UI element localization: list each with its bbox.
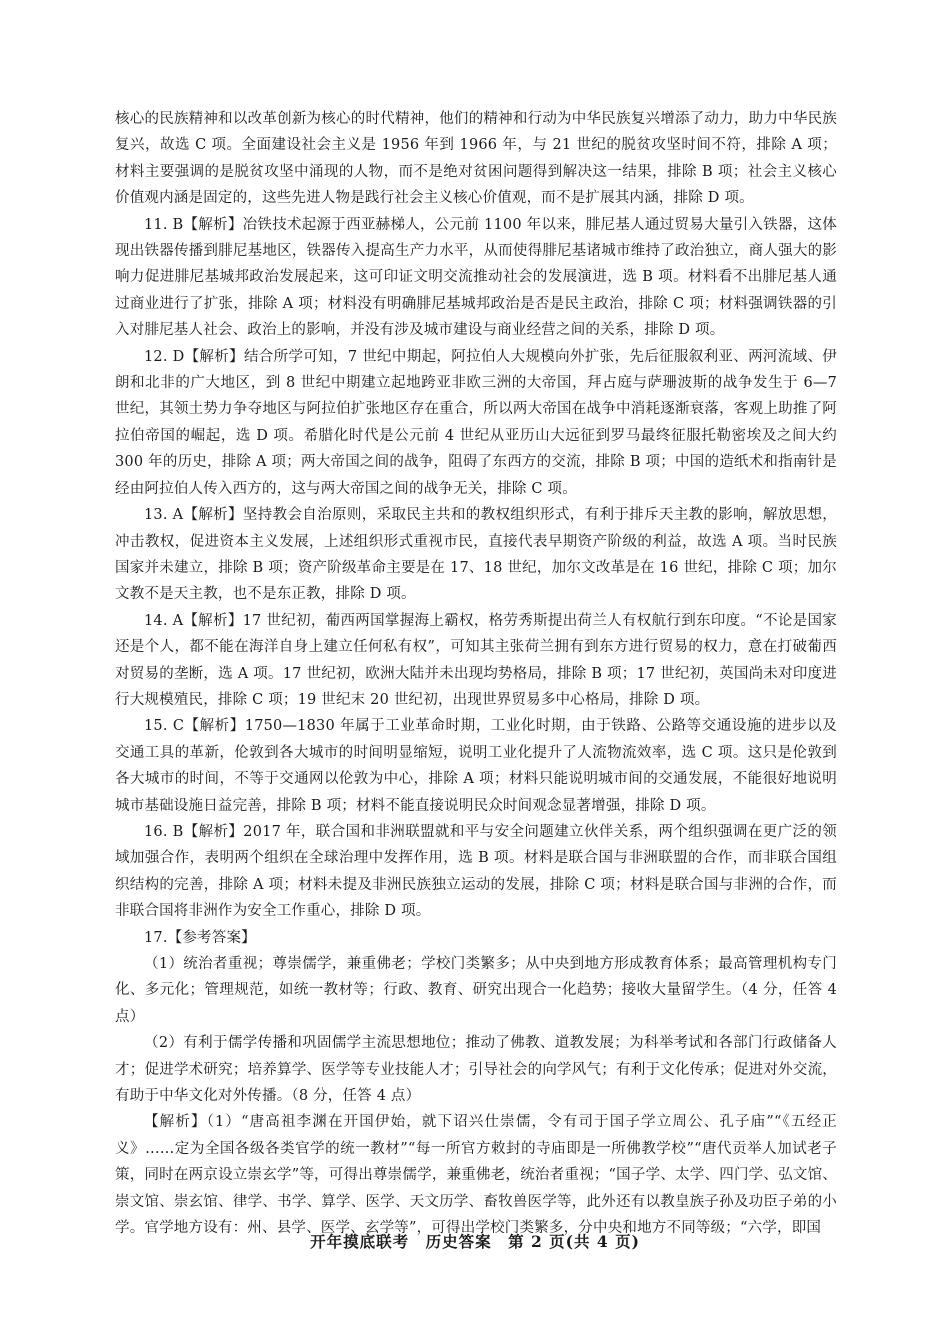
paragraph-10-continuation: 核心的民族精神和以改革创新为核心的时代精神，他们的精神和行动为中华民族复兴增添了动力，助力中华民族复兴，故选 C 项。全面建设社会主义是 1956 年到 1966 年，与 21 世纪的脱贫攻坚时间不符，排除 A 项；材料主要强调的是脱贫攻坚中涌现的人物，而不是绝对贫困问题得到解决这一结果，排除 B 项；社会主义核心价值观内涵是固定的，这些先进人物是践行社会主义核心价值观，而不是扩展其内涵，排除 D 项。 [115, 111, 837, 207]
answer-14: 14. A【解析】17 世纪初，葡西两国掌握海上霸权，格劳秀斯提出荷兰人有权航行到东印度。“不论是国家还是个人，都不能在海洋自身上建立任何私有权”，可知其主张荷兰拥有到东方进行贸易的权力，意在打破葡西对贸易的垄断，选 A 项。17 世纪初，欧洲大陆并未出现均势格局，排除 B 项；17 世纪初，英国尚未对印度进行大规模殖民，排除 C 项；19 世纪末 20 世纪初，出现世界贸易多中心格局，排除 D 项。 [115, 612, 837, 708]
answer-12: 12. D【解析】结合所学可知，7 世纪中期起，阿拉伯人大规模向外扩张，先后征服叙利亚、两河流域、伊朗和北非的广大地区，到 8 世纪中期建立起地跨亚非欧三洲的大帝国，拜占庭与萨珊波斯的战争发生于 6—7 世纪，其领土势力争夺地区与阿拉伯扩张地区存在重合，所以两大帝国在战争中消耗逐渐衰落，客观上助推了阿拉伯帝国的崛起，选 D 项。希腊化时代是公元前 4 世纪从亚历山大远征到罗马最终征服托勒密埃及之间大约 300 年的历史，排除 A 项；两大帝国之间的战争，阻碍了东西方的交流，排除 B 项；中国的造纸术和指南针是经由阿拉伯人传入西方的，这与两大帝国之间的战争无关，排除 C 项。 [115, 348, 837, 497]
answer-17-part-2: （2）有利于儒学传播和巩固儒学主流思想地位；推动了佛教、道教发展；为科举考试和各部门行政储备人才；促进学术研究；培养算学、医学等专业技能人才；引导社会的向学风气；有利于文化传承；促进对外交流，有助于中华文化对外传播。（8 分，任答 4 点） [115, 1035, 837, 1105]
answer-11: 11. B【解析】冶铁技术起源于西亚赫梯人，公元前 1100 年以来，腓尼基人通过贸易大量引入铁器，这体现出铁器传播到腓尼基地区，铁器传入提高生产力水平，从而使得腓尼基诸城市维持了政治独立，商人强大的影响力促进腓尼基城邦政治发展起来，这可印证文明交流推动社会的发展演进，选 B 项。材料看不出腓尼基人通过商业进行了扩张，排除 A 项；材料没有明确腓尼基城邦政治是否是民主政治，排除 C 项；材料强调铁器的引入对腓尼基人社会、政治上的影响，并没有涉及城市建设与商业经营之间的关系，排除 D 项。 [115, 216, 837, 339]
document-body [115, 106, 837, 1241]
page-footer: 开年摸底联考 历史答案 第 2 页(共 4 页) [310, 1232, 640, 1251]
answer-15: 15. C【解析】1750—1830 年属于工业革命时期，工业化时期，由于铁路、公路等交通设施的进步以及交通工具的革新，伦敦到各大城市的时间明显缩短，说明工业化提升了人流物流效率，选 C 项。这只是伦敦到各大城市的时间，不等于交通网以伦敦为中心，排除 A 项；材料只能说明城市间的交通发展，不能很好地说明城市基础设施日益完善，排除 B 项；材料不能直接说明民众时间观念显著增强，排除 D 项。 [115, 718, 837, 814]
answer-17-part-1: （1）统治者重视；尊崇儒学，兼重佛老；学校门类繁多；从中央到地方形成教育体系；最高管理机构专门化、多元化；管理规范，如统一教材等；行政、教育、研究出现合一化趋势；接收大量留学生。（4 分，任答 4 点） [115, 956, 837, 1025]
answer-16: 16. B【解析】2017 年，联合国和非洲联盟就和平与安全问题建立伙伴关系，两个组织强调在更广泛的领域加强合作，表明两个组织在全球治理中发挥作用，选 B 项。材料是联合国与非洲联盟的合作，而非联合国组织结构的完善，排除 A 项；材料未提及非洲民族独立运动的发展，排除 C 项；材料是联合国与非洲的合作，而非联合国将非洲作为安全工作重心，排除 D 项。 [115, 823, 837, 920]
answer-17-heading: 17.【参考答案】 [144, 929, 256, 946]
answer-17-analysis: 【解析】（1）“唐高祖李渊在开国伊始，就下诏兴仕崇儒，令有司于国子学立周公、孔子庙”“《五经正义》……定为全国各级各类官学的统一教材”“每一所官方敕封的寺庙即是一所佛教学校”“唐代贡举人加试老子策，同时在两京设立崇玄学”等，可得出尊崇儒学，兼重佛老，统治者重视；“国子学、太学、四门学、弘文馆、崇文馆、崇玄馆、律学、书学、算学、医学、天文历学、畜牧兽医学等，此外还有以教皇族子孙及功臣子弟的小学。官学地方设有：州、县学、医学、玄学等”，可得出学校门类繁多，分中央和地方不同等级；“六学，即国 [115, 1114, 837, 1237]
answer-13: 13. A【解析】坚持教会自治原则，采取民主共和的教权组织形式，有利于排斥天主教的影响，解放思想，冲击教权，促进资本主义发展，上述组织形式重视市民，直接代表早期资产阶级的利益，故选 A 项。当时民族国家并未建立，排除 B 项；资产阶级革命主要是在 17、18 世纪，加尔文改革是在 16 世纪，排除 C 项；加尔文教不是天主教，也不是东正教，排除 D 项。 [115, 507, 837, 603]
